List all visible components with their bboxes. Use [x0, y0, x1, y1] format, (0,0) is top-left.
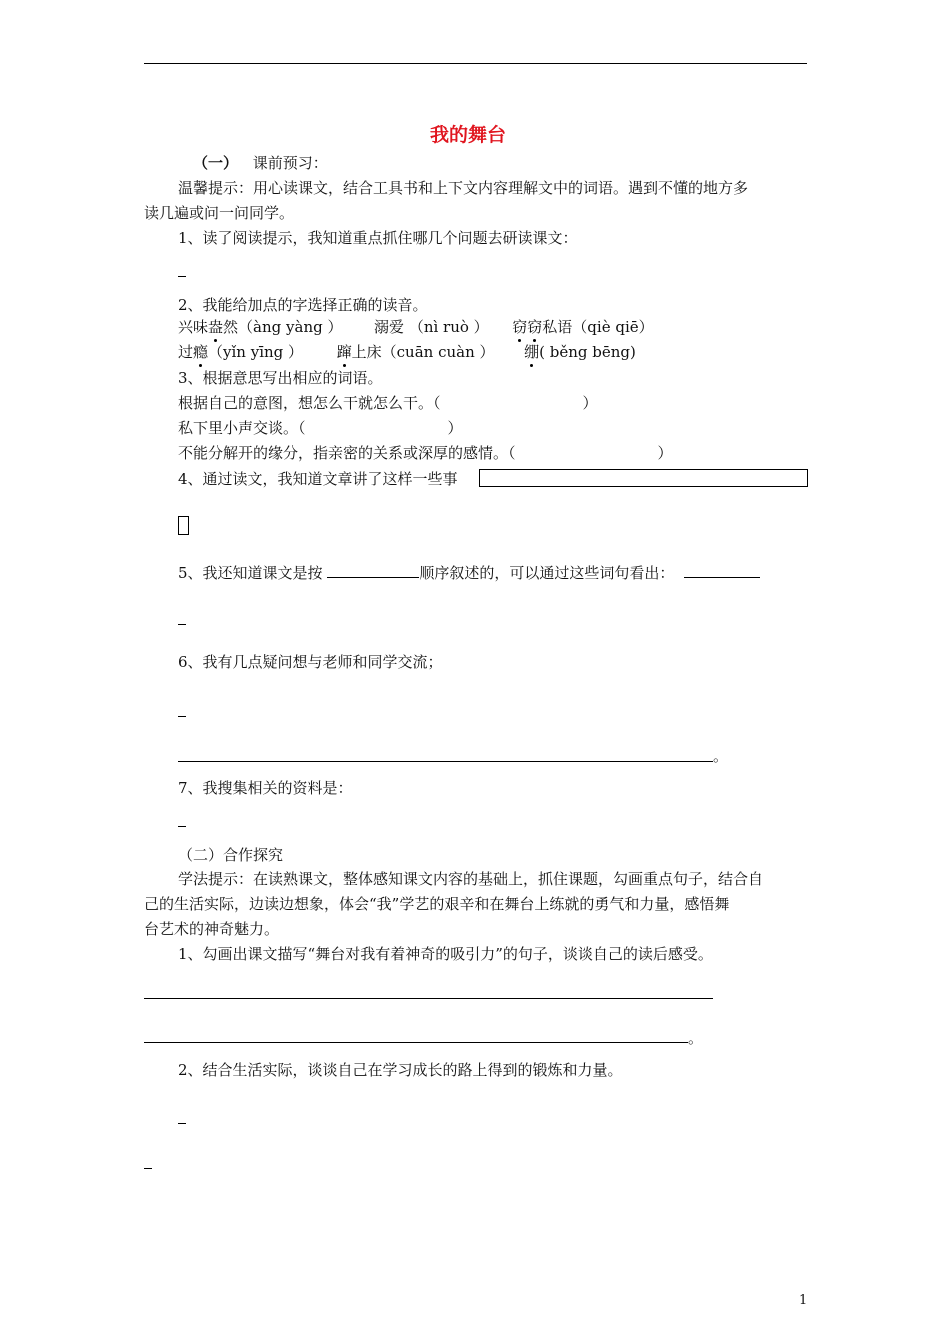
section2-tip-line2: 己的生活实际，边读边想象，体会“我”学艺的艰辛和在舞台上练就的勇气和力量，感悟舞 [144, 895, 730, 913]
dotted-char: 蹿 [336, 343, 352, 361]
answer-dash[interactable] [178, 1123, 186, 1124]
dotted-char: 窃 [527, 318, 543, 336]
question-3: 3、根据意思写出相应的词语。 [178, 369, 383, 387]
question-7: 7、我搜集相关的资料是： [178, 779, 353, 797]
question-5 [178, 562, 760, 583]
word-text: 兴味 [178, 318, 209, 336]
definition-text: 根据自己的意图，想怎么干就怎么干。（ [178, 394, 441, 412]
word-text: 私语 [542, 318, 573, 336]
question-2: 2、我能给加点的字选择正确的读音。 [178, 296, 428, 314]
section1-heading-paren: （一） [193, 154, 239, 172]
page-title: 我的舞台 [430, 124, 507, 146]
definition-text: 不能分解开的缘分，指亲密的关系或深厚的感情。（ [178, 444, 516, 462]
answer-dash[interactable] [144, 1168, 152, 1169]
period: 。 [713, 747, 729, 765]
question-4: 4、通过读文，我知道文章讲了这样一些事 [178, 470, 458, 488]
section1-heading-text: 课前预习： [252, 154, 328, 172]
answer-dash[interactable] [178, 716, 186, 717]
section2-tip-line1: 学法提示：在读熟课文，整体感知课文内容的基础上，抓住课题，勾画重点句子，结合自 [178, 870, 764, 888]
answer-blank[interactable] [684, 562, 760, 578]
pinyin-options: （cuān cuàn ） [381, 343, 495, 361]
question-6: 6、我有几点疑问想与老师和同学交流； [178, 653, 443, 671]
section2-heading: （二）合作探究 [178, 846, 284, 864]
answer-box-small[interactable] [178, 516, 189, 535]
section1-heading [193, 153, 328, 173]
close-paren: ） [657, 444, 673, 462]
section2-tip-line3: 台艺术的神奇魅力。 [144, 920, 280, 938]
pinyin-options: （qiè qiē） [572, 318, 654, 336]
pinyin-row-1 [178, 317, 654, 337]
section2-question-1: 1、勾画出课文描写“舞台对我有着神奇的吸引力”的句子，谈谈自己的读后感受。 [178, 945, 713, 963]
section2-question-2: 2、结合生活实际，谈谈自己在学习成长的路上得到的锻炼和力量。 [178, 1061, 623, 1079]
definition-text: 私下里小声交谈。（ [178, 419, 306, 437]
answer-line[interactable] [178, 761, 713, 762]
answer-line[interactable] [144, 998, 713, 999]
pinyin-options: （yǐn yīng ） [208, 343, 304, 361]
word-text: 然 [223, 318, 239, 336]
question-3c [178, 443, 673, 463]
period: 。 [688, 1029, 704, 1047]
dotted-char: 瘾 [193, 343, 209, 361]
answer-dash[interactable] [178, 276, 186, 277]
pinyin-options: （àng yàng ） [238, 318, 343, 336]
answer-dash[interactable] [178, 624, 186, 625]
question-3b [178, 418, 463, 438]
pinyin-options: ( běng bēng) [539, 343, 636, 361]
answer-line[interactable] [144, 1042, 688, 1043]
answer-dash[interactable] [178, 826, 186, 827]
word-text: 上床 [351, 343, 382, 361]
section1-tip-line2: 读几遍或问一问同学。 [144, 204, 295, 222]
word-text: 溺爱 [374, 318, 405, 336]
question-text: 顺序叙述的，可以通过这些词句看出： [419, 564, 675, 582]
page-number: 1 [799, 1293, 808, 1308]
close-paren: ） [582, 394, 598, 412]
question-text: 5、我还知道课文是按 [178, 564, 323, 582]
dotted-char: 绷 [524, 343, 540, 361]
answer-box[interactable] [479, 469, 808, 487]
answer-blank[interactable] [327, 562, 419, 578]
dotted-char: 盎 [208, 318, 224, 336]
close-paren: ） [447, 419, 463, 437]
pinyin-row-2 [178, 342, 636, 362]
question-1: 1、读了阅读提示，我知道重点抓住哪几个问题去研读课文： [178, 229, 578, 247]
header-rule [144, 63, 807, 64]
pinyin-options: （nì ruò ） [408, 318, 489, 336]
dotted-char: 窃 [512, 318, 528, 336]
section1-tip-line1: 温馨提示：用心读课文，结合工具书和上下文内容理解文中的词语。遇到不懂的地方多 [178, 179, 749, 197]
question-3a [178, 393, 598, 413]
word-text: 过 [178, 343, 194, 361]
